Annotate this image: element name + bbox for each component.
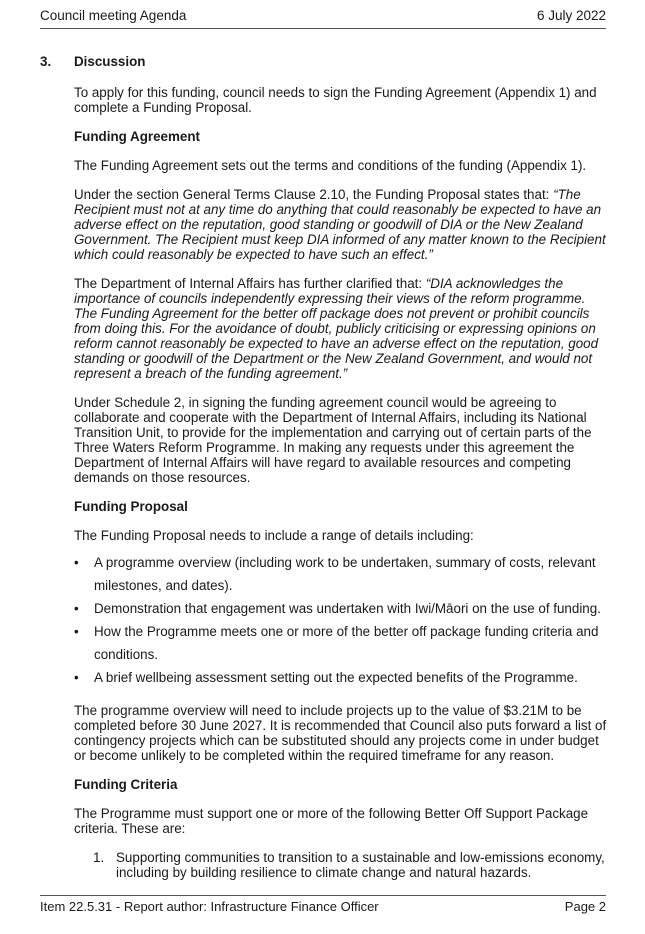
funding-agreement-heading: Funding Agreement [74,129,200,144]
dia-quote: “DIA acknowledges the importance of councils independently expressing their views of the reform programme. The Funding Agreement for the better off package does not prevent or prohibit councils from doing this. For the avoidance of doubt, publicly criticising or expressing opinions on reform cannot reasonably be expected to have an adverse effect on the reputation, good standing or goodwill of the Department or the New Zealand Government, and would not represent a breach of the funding agreement.” [74,276,599,381]
section-title: Discussion [74,54,146,69]
programme-overview-paragraph: The programme overview will need to include projects up to the value of $3.21M to be completed before 30 June 2027. It is recommended that Council also puts forward a list of contingency projects which can be substituted should any projects come in under budget or become unlikely to be completed within the required timeframe for any reason. [74,703,607,763]
list-item: • How the Programme meets one or more of the better off package funding criteria and conditions. [74,620,610,666]
clause-paragraph [74,187,610,262]
funding-criteria-paragraph: The Programme must support one or more of the following Better Off Support Package criteria. These are: [74,806,589,836]
funding-proposal-heading: Funding Proposal [74,499,188,514]
funding-proposal-paragraph: The Funding Proposal needs to include a range of details including: [74,528,474,543]
proposal-bullet-list [74,551,610,689]
header-date: 6 July 2022 [536,8,606,23]
schedule-paragraph: Under Schedule 2, in signing the funding agreement council would be agreeing to collaborate and cooperate with the Department of Internal Affairs, including its National Transition Unit, to provide for the implementation and carrying out of certain parts of the Three Waters Reform Programme. In making any requests under this agreement the Department of Internal Affairs will have regard to available resources and competing demands on those resources. [74,395,592,485]
footer-item: Item 22.5.31 - Report author: Infrastructure Finance Officer [40,899,379,914]
clause-quote: “The Recipient must not at any time do anything that could reasonably be expected to have an adverse effect on the reputation, good standing or goodwill of DIA or the New Zealand Government. The Recipient must keep DIA informed of any matter known to the Recipient which could reasonably be expected to have such an effect.” [74,187,606,262]
document-body [40,54,610,880]
dia-lead: The Department of Internal Affairs has further clarified that: [74,276,426,291]
section-heading [40,54,610,72]
funding-agreement-paragraph: The Funding Agreement sets out the terms and conditions of the funding (Appendix 1). [74,158,587,173]
list-item: 1. Supporting communities to transition to a sustainable and low-emissions economy, including by building resilience to climate change and natural hazards. [93,850,605,880]
section-number: 3. [40,54,52,69]
list-number: 1. [93,850,105,865]
clause-lead: Under the section General Terms Clause 2.10, the Funding Proposal states that: [74,187,554,202]
list-item: • A brief wellbeing assessment setting out the expected benefits of the Programme. [74,666,610,689]
list-item: • A programme overview (including work to be undertaken, summary of costs, relevant milestones, and dates). [74,551,610,597]
intro-paragraph: To apply for this funding, council needs to sign the Funding Agreement (Appendix 1) and complete a Funding Proposal. [74,85,597,115]
criteria-list [74,850,610,880]
dia-paragraph [74,276,610,381]
bullet-icon: • [74,670,79,685]
page-header [40,6,606,29]
header-title: Council meeting Agenda [40,8,187,23]
bullet-icon: • [74,601,79,616]
funding-criteria-heading: Funding Criteria [74,777,178,792]
page-footer [40,895,606,914]
list-item: • Demonstration that engagement was undertaken with Iwi/Māori on the use of funding. [74,597,610,620]
footer-page: Page 2 [564,899,606,914]
bullet-icon: • [74,624,79,639]
bullet-icon: • [74,555,79,570]
